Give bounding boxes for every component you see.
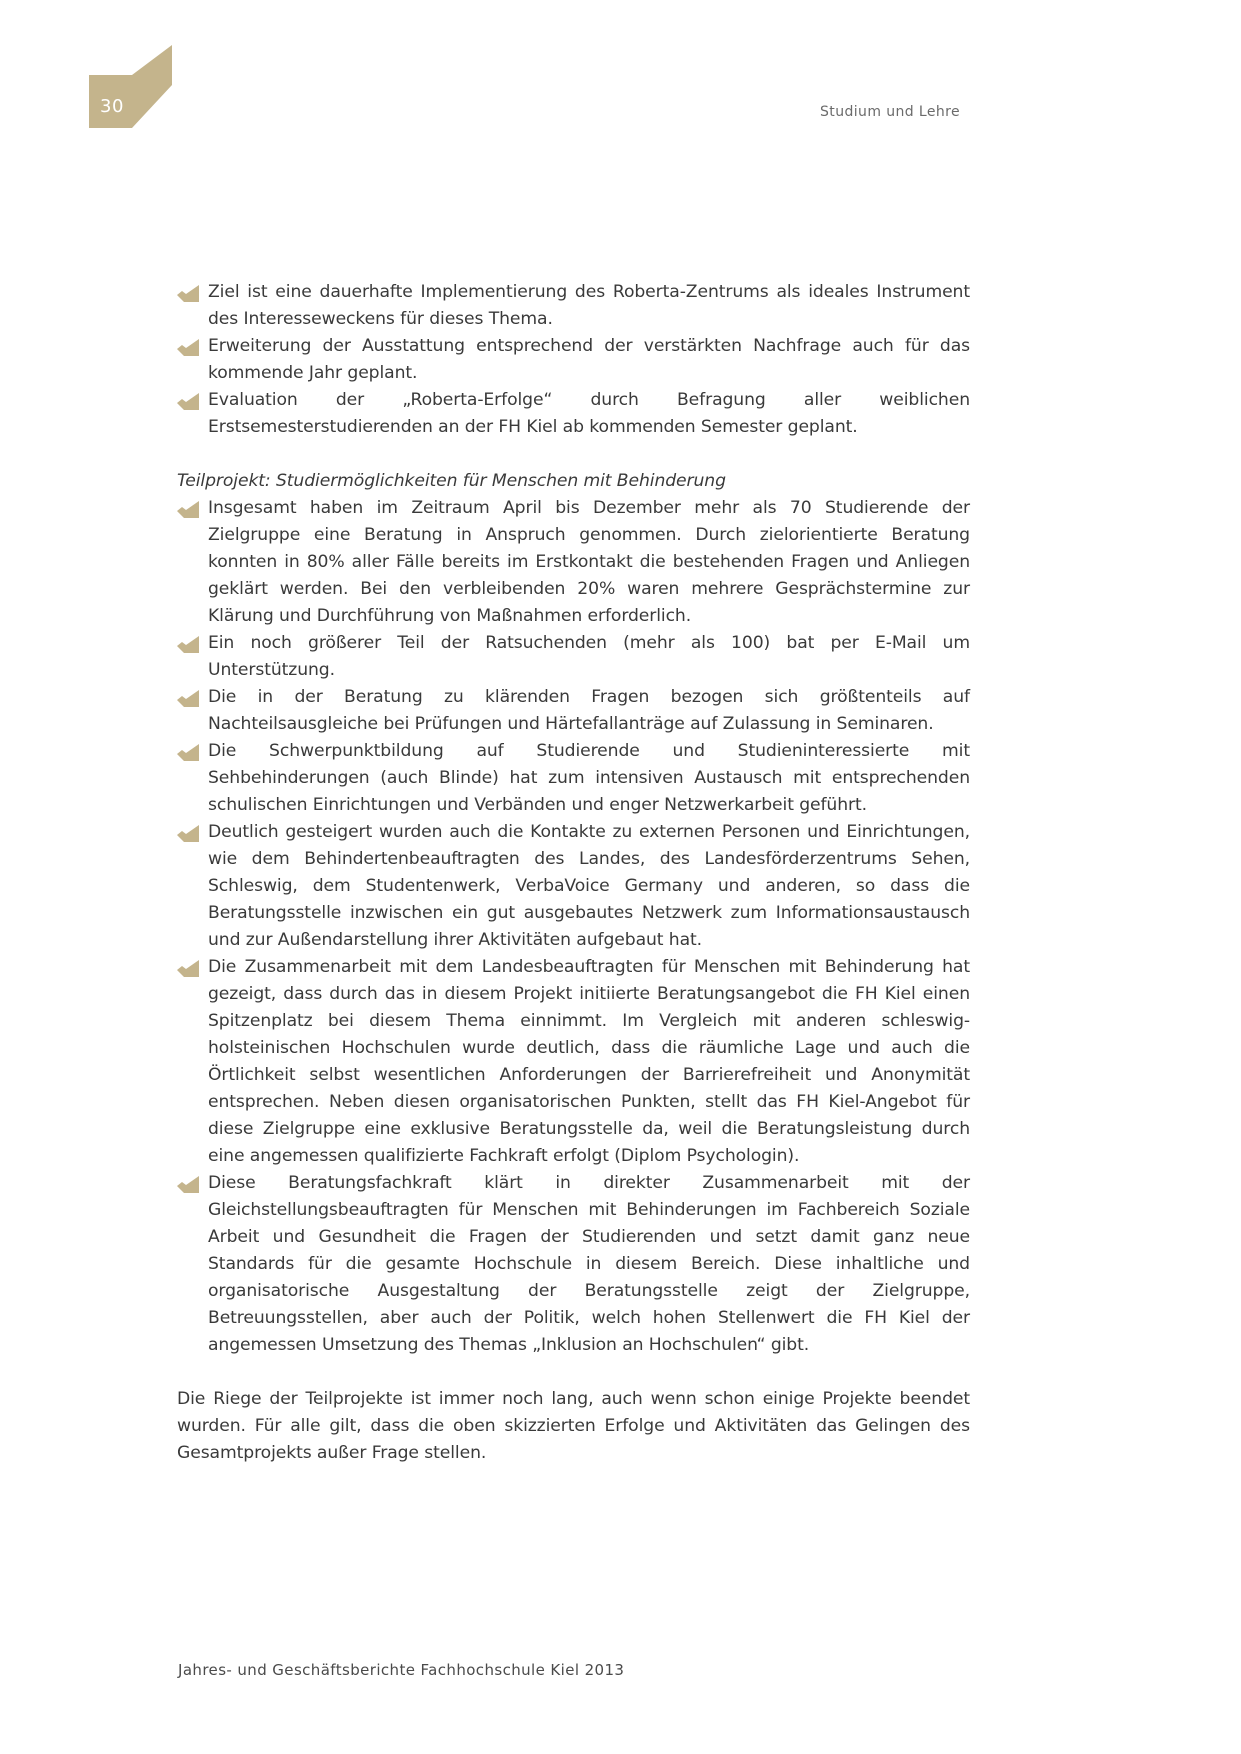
bullet-list-subproject [177,495,970,1359]
check-arrow-icon [177,689,199,706]
list-item [177,387,970,441]
list-item [177,954,970,1170]
check-arrow-icon [177,284,199,301]
list-item-text: Die Schwerpunktbildung auf Studierende und Studieninteressierte mit Sehbehinderungen (auch Blinde) hat zum intensiven Austausch mit entsprechenden schulischen Einrichtungen und Verbänden und enger Netzwerkarbeit geführt. [208,741,970,815]
list-item-text: Deutlich gesteigert wurden auch die Kontakte zu externen Personen und Einrichtungen, wie dem Behindertenbeauftragten des Landes, des Landesförderzentrums Sehen, Schleswig, dem Studentenwerk, VerbaVoice Germany und anderen, so dass die Beratungsstelle inzwischen ein gut ausgebautes Netzwerk zum Informationsaustausch und zur Außendarstellung ihrer Aktivitäten aufgebaut hat. [208,822,970,950]
check-arrow-icon [177,635,199,652]
list-item [177,1170,970,1359]
list-item-text: Ein noch größerer Teil der Ratsuchenden (mehr als 100) bat per E-Mail um Unterstützung. [208,633,970,680]
main-content [177,279,970,1467]
check-arrow-icon [177,959,199,976]
list-item [177,495,970,630]
list-item-text: Diese Beratungsfachkraft klärt in direkter Zusammenarbeit mit der Gleichstellungsbeauftragten für Menschen mit Behinderungen im Fachbereich Soziale Arbeit und Gesundheit die Fragen der Studierenden und setzt damit ganz neue Standards für die gesamte Hochschule in diesem Bereich. Diese inhaltliche und organisatorische Ausgestaltung der Beratungsstelle zeigt der Zielgruppe, Betreuungsstellen, aber auch der Politik, welch hohen Stellenwert die FH Kiel der angemessen Umsetzung des Themas „Inklusion an Hochschulen“ gibt. [208,1173,970,1355]
list-item-text: Ziel ist eine dauerhafte Implementierung des Roberta-Zentrums als ideales Instrument des Interesseweckens für dieses Thema. [208,282,970,329]
list-item [177,333,970,387]
check-arrow-icon [177,824,199,841]
list-item-text: Die Zusammenarbeit mit dem Landesbeauftragten für Menschen mit Behinderung hat gezeigt, dass durch das in diesem Projekt initiierte Beratungsangebot die FH Kiel einen Spitzenplatz bei diesem Thema einnimmt. Im Vergleich mit anderen schleswig-holsteinischen Hochschulen wurde deutlich, dass die räumliche Lage und auch die Örtlichkeit selbst wesentlichen Anforderungen der Barrierefreiheit und Anonymität entsprechen. Neben diesen organisatorischen Punkten, stellt das FH Kiel-Angebot für diese Zielgruppe eine exklusive Beratungsstelle da, weil die Beratungsleistung durch eine angemessen qualifizierte Fachkraft erfolgt (Diplom Psychologin). [208,957,970,1166]
section-header: Studium und Lehre [820,104,960,120]
check-arrow-icon [177,392,199,409]
check-arrow-icon [177,338,199,355]
list-item [177,279,970,333]
list-item-text: Die in der Beratung zu klärenden Fragen bezogen sich größtenteils auf Nachteilsausgleiche bei Prüfungen und Härtefallanträge auf Zulassung in Seminaren. [208,687,970,734]
list-item-text: Erweiterung der Ausstattung entsprechend der verstärkten Nachfrage auch für das kommende Jahr geplant. [208,336,970,383]
list-item-text: Insgesamt haben im Zeitraum April bis Dezember mehr als 70 Studierende der Zielgruppe eine Beratung in Anspruch genommen. Durch zielorientierte Beratung konnten in 80% aller Fälle bereits im Erstkontakt die bestehenden Fragen und Anliegen geklärt werden. Bei den verbleibenden 20% waren mehrere Gesprächstermine zur Klärung und Durchführung von Maßnahmen erforderlich. [208,498,970,626]
list-item [177,684,970,738]
page-footer: Jahres- und Geschäftsberichte Fachhochschule Kiel 2013 [178,1661,625,1679]
page-number: 30 [100,96,124,117]
list-item [177,819,970,954]
closing-paragraph: Die Riege der Teilprojekte ist immer noch lang, auch wenn schon einige Projekte beendet wurden. Für alle gilt, dass die oben skizzierten Erfolge und Aktivitäten das Gelingen des Gesamtprojekts außer Frage stellen. [177,1389,970,1463]
list-item-text: Evaluation der „Roberta-Erfolge“ durch Befragung aller weiblichen Erstsemesterstudierenden an der FH Kiel ab kommenden Semester geplant. [208,390,970,437]
list-item [177,738,970,819]
list-item [177,630,970,684]
check-arrow-icon [177,500,199,517]
check-arrow-icon [177,743,199,760]
section-title: Teilprojekt: Studiermöglichkeiten für Menschen mit Behinderung [177,471,726,491]
check-arrow-icon [177,1175,199,1192]
bullet-list-intro [177,279,970,441]
